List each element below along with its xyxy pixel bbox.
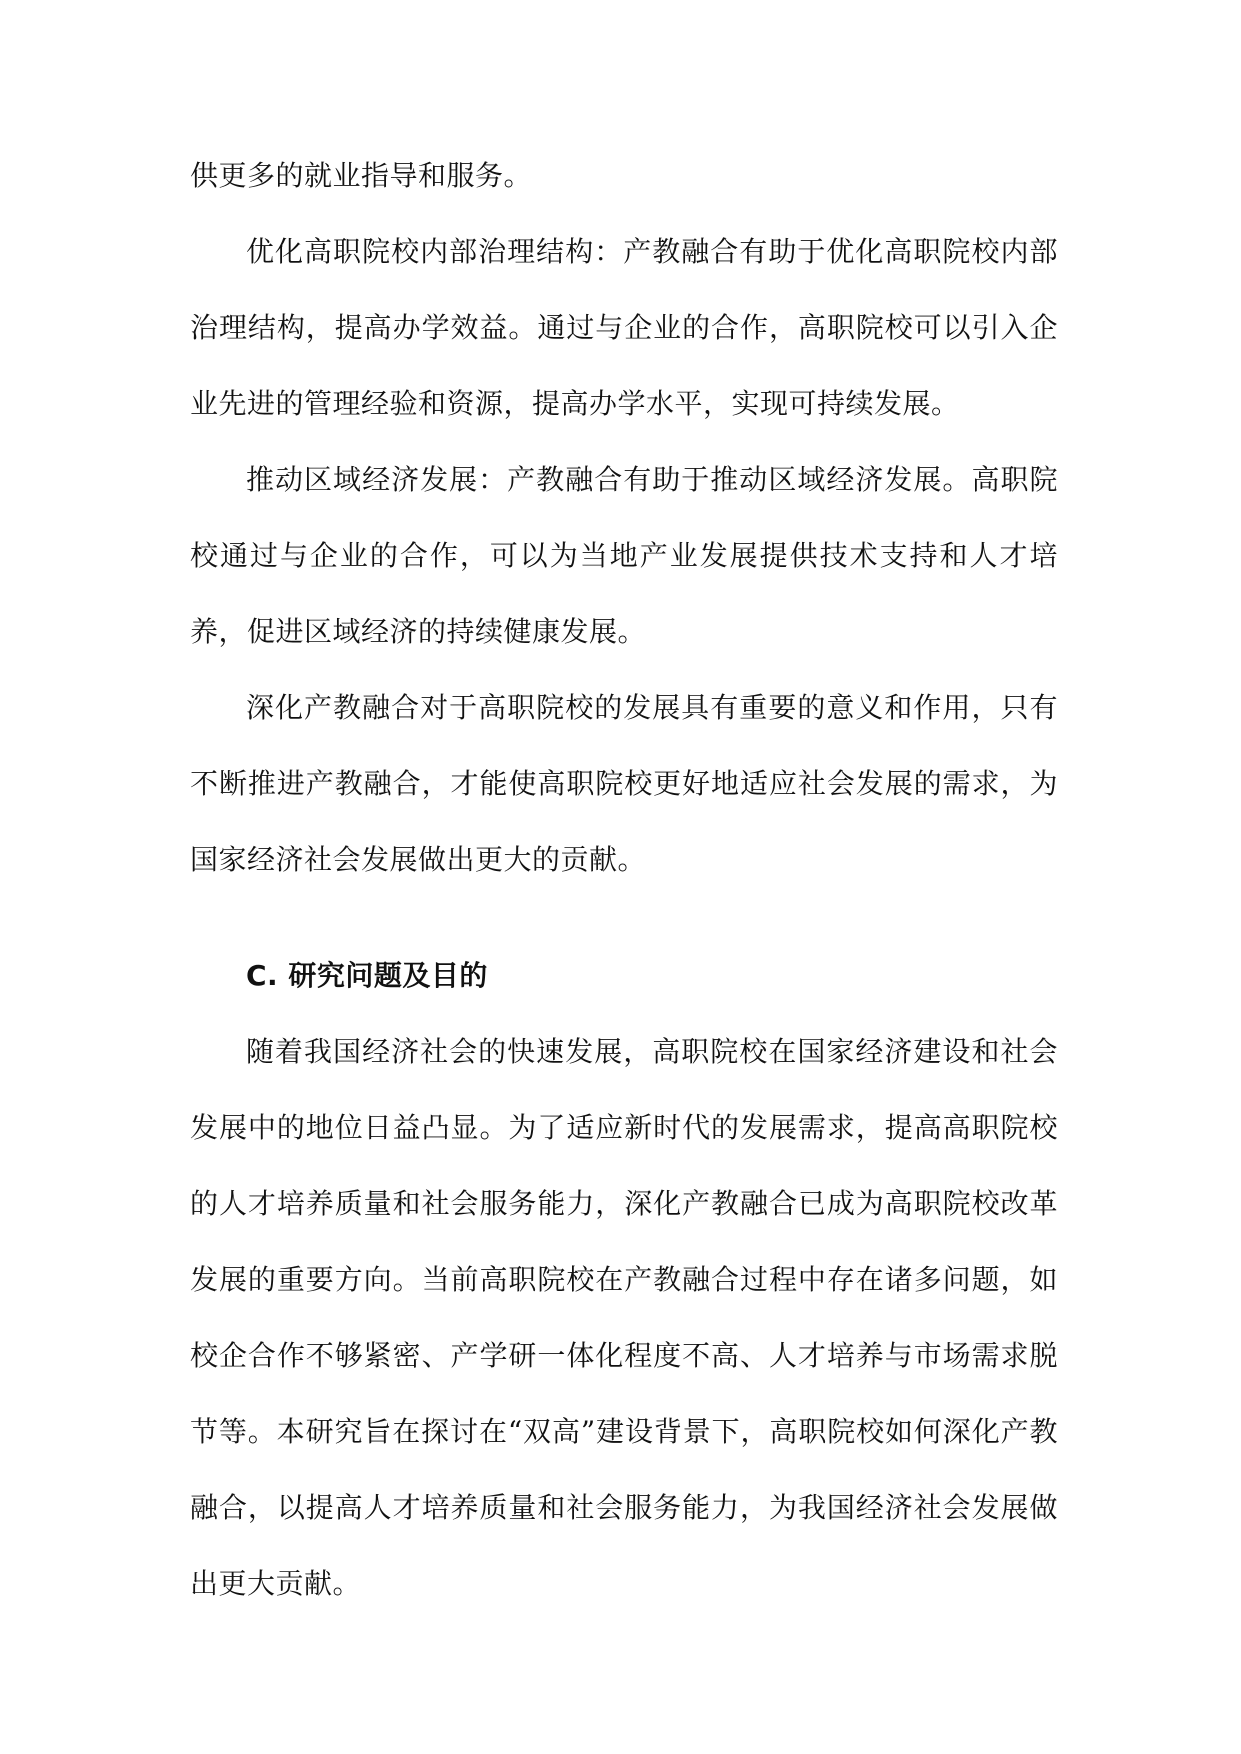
paragraph-conclusion: 深化产教融合对于高职院校的发展具有重要的意义和作用，只有不断推进产教融合，才能使高职院校更好地适应社会发展的需求，为国家经济社会发展做出更大的贡献。 <box>190 691 1058 876</box>
paragraph-governance: 优化高职院校内部治理结构：产教融合有助于优化高职院校内部治理结构，提高办学效益。通过与企业的合作，高职院校可以引入企业先进的管理经验和资源，提高办学水平，实现可持续发展。 <box>190 235 1058 420</box>
paragraph-research-purpose: 随着我国经济社会的快速发展，高职院校在国家经济建设和社会发展中的地位日益凸显。为了适应新时代的发展需求，提高高职院校的人才培养质量和社会服务能力，深化产教融合已成为高职院校改革发展的重要方向。当前高职院校在产教融合过程中存在诸多问题，如校企合作不够紧密、产学研一体化程度不高、人才培养与市场需求脱节等。本研究旨在探讨在“双高”建设背景下，高职院校如何深化产教融合，以提高人才培养质量和社会服务能力，为我国经济社会发展做出更大贡献。 <box>190 1035 1058 1600</box>
paragraph-continuation: 供更多的就业指导和服务。 <box>190 159 533 192</box>
section-heading: C. 研究问题及目的 <box>246 959 488 992</box>
paragraph-regional-economy: 推动区域经济发展：产教融合有助于推动区域经济发展。高职院校通过与企业的合作，可以为当地产业发展提供技术支持和人才培养，促进区域经济的持续健康发展。 <box>190 463 1058 648</box>
document-body <box>190 138 1058 1622</box>
